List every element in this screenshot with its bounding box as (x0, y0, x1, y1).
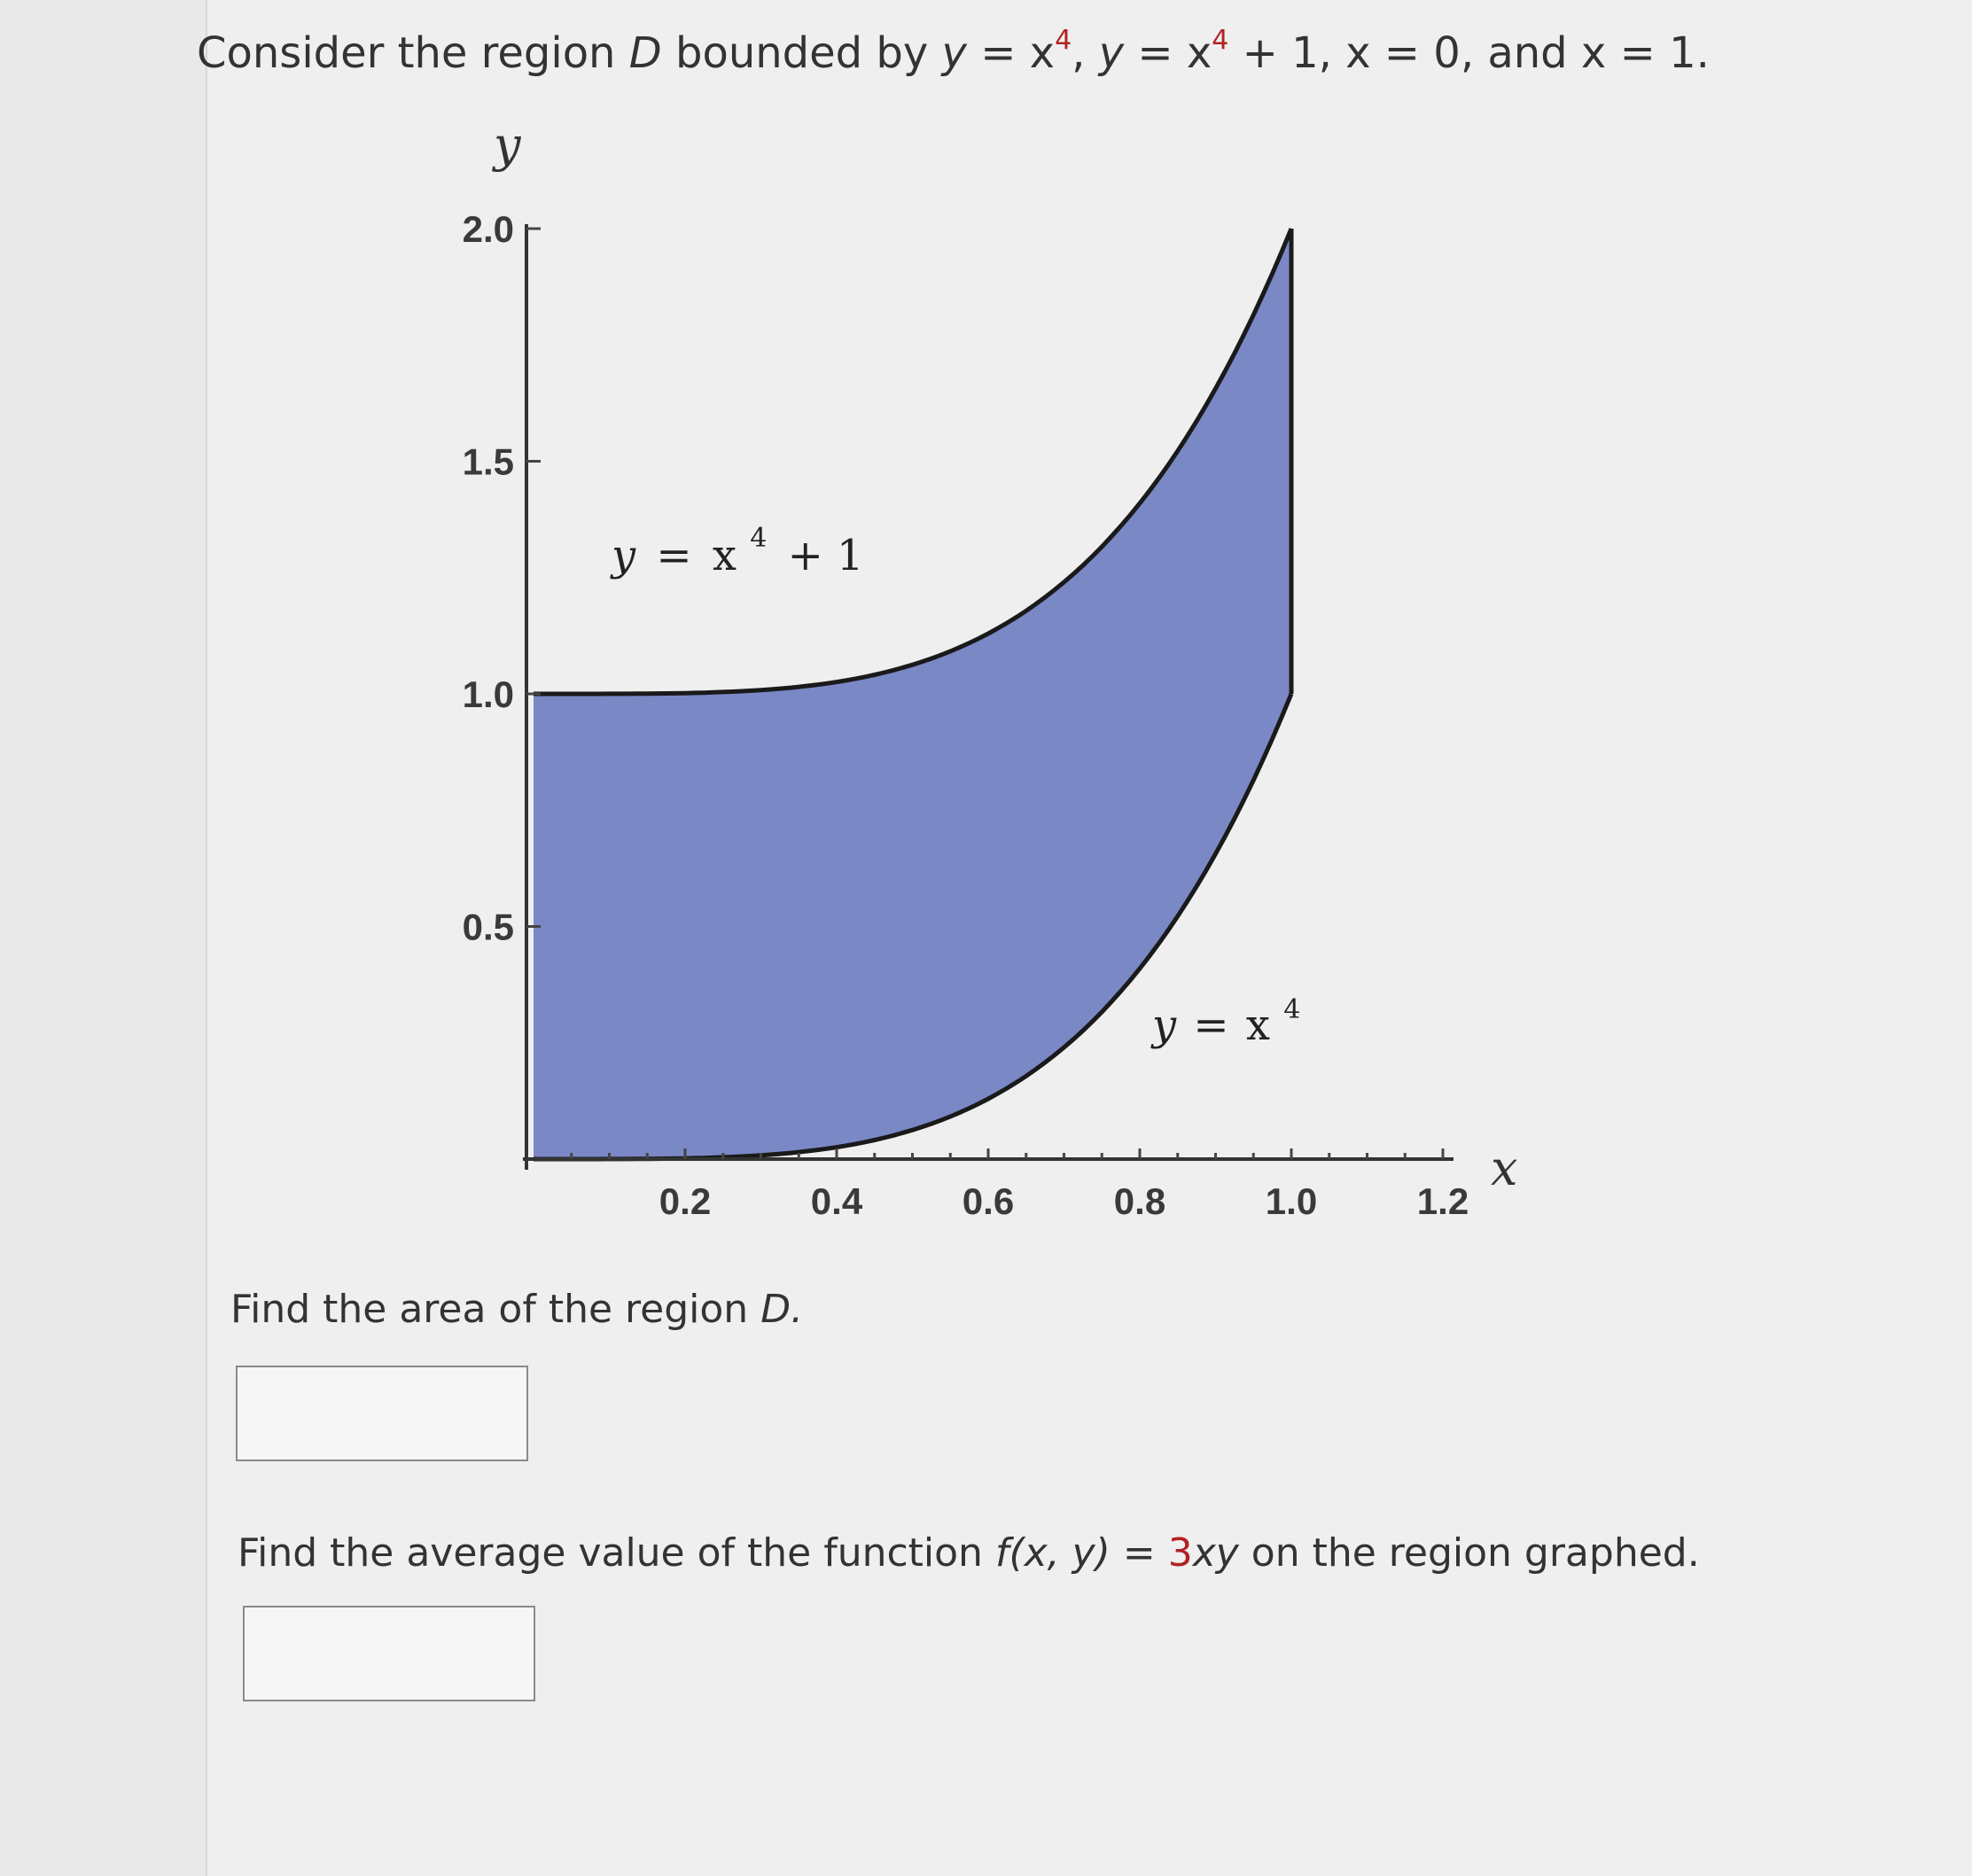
eq1-exp: 4 (1055, 25, 1072, 56)
upper-curve-label (610, 508, 864, 580)
upper-label-tail: + 1 (787, 531, 864, 580)
area-question-region: D. (760, 1287, 804, 1332)
lower-curve-label (1150, 994, 1300, 1050)
upper-label-exp: 4 (750, 523, 768, 554)
eq2-var: x (1186, 28, 1212, 78)
area-question (230, 1287, 803, 1332)
region-graph (408, 115, 1524, 1241)
upper-label-eq: = (656, 531, 692, 580)
avg-variables: xy (1192, 1530, 1239, 1576)
avg-function-name: f(x, y) (994, 1530, 1111, 1576)
and-text: and (1487, 28, 1568, 78)
area-answer-input[interactable] (236, 1366, 528, 1461)
lower-label-lhs: y (1152, 1000, 1177, 1050)
eq4: x = 1. (1580, 28, 1710, 78)
avg-coefficient: 3 (1167, 1530, 1193, 1576)
x-tick-label: 1.2 (1416, 1180, 1469, 1222)
eq1-lhs: y (941, 28, 967, 78)
average-answer-input[interactable] (243, 1606, 535, 1701)
intro-text: Consider the region (197, 28, 616, 78)
avg-question-tail: on the region graphed. (1251, 1530, 1700, 1576)
y-tick-label: 0.5 (462, 906, 514, 948)
eq2-exp: 4 (1212, 25, 1229, 56)
lower-label-exp: 4 (1283, 994, 1301, 1025)
y-axis-label: y (494, 117, 521, 173)
bounded-text: bounded by (674, 28, 929, 78)
eq2-tail: + 1, (1242, 28, 1332, 78)
x-axis-label: x (1491, 1140, 1518, 1196)
lower-label-eq: = (1193, 1000, 1229, 1050)
eq3: x = 0, (1345, 28, 1475, 78)
region-name: D (628, 28, 662, 78)
avg-question-text: Find the average value of the function (238, 1530, 983, 1576)
upper-label-var: x (712, 531, 737, 580)
area-question-text: Find the area of the region (230, 1287, 749, 1332)
y-tick-label: 2.0 (462, 208, 514, 250)
eq1-var: x (1029, 28, 1056, 78)
chart-svg (408, 115, 1524, 1241)
y-tick-label: 1.0 (462, 673, 514, 715)
y-tick-label: 1.5 (462, 440, 514, 483)
average-question (238, 1530, 1700, 1576)
problem-statement: Consider the region D bounded by $y = x^4$, $y = x^4 + 1$, x = 0, and x = 1. (197, 25, 1710, 78)
x-tick-label: 0.2 (659, 1180, 712, 1222)
lower-label-var: x (1245, 1000, 1270, 1050)
upper-label-lhs: y (612, 531, 636, 580)
avg-equals: = (1122, 1530, 1156, 1576)
x-tick-label: 0.8 (1113, 1180, 1166, 1222)
x-tick-label: 0.4 (810, 1180, 863, 1222)
x-tick-label: 0.6 (962, 1180, 1015, 1222)
x-tick-label: 1.0 (1265, 1180, 1318, 1222)
eq2-lhs: y (1098, 28, 1125, 78)
